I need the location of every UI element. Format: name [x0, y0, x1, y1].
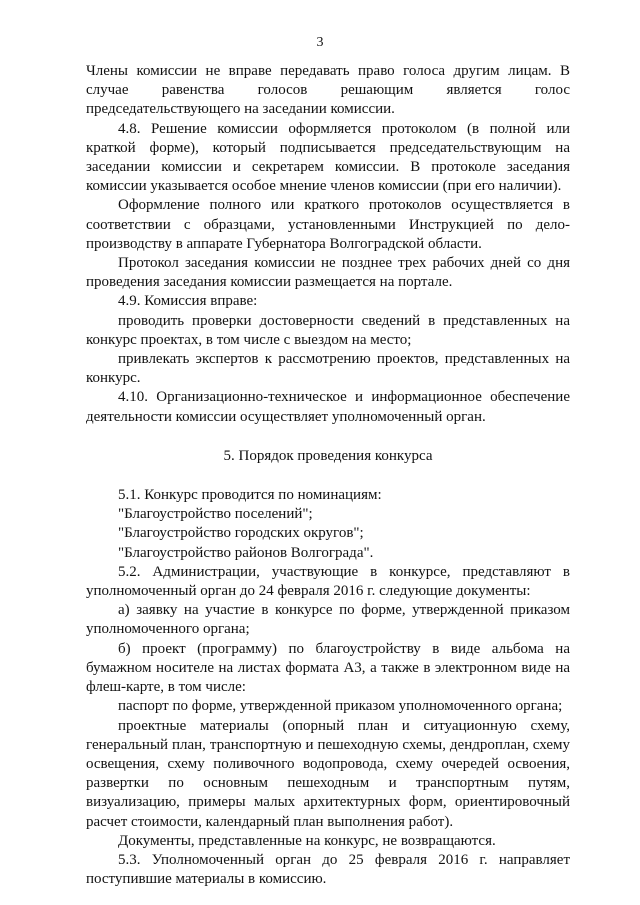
paragraph-right-verify: проводить проверки достоверности сведений в представленных на конкурс проектах, в том числе с выездом на место; [86, 312, 570, 348]
paragraph-protocol-publication: Протокол заседания комиссии не позднее трех рабочих дней со дня проведения заседания комиссии размещается на портале. [86, 255, 570, 291]
paragraph-item-a: а) заявку на участие в конкурсе по форме, утвержденной приказом уполномоченного органа; [86, 602, 570, 638]
paragraph-5-2: 5.2. Администрации, участвующие в конкурсе, представляют в уполномоченный орган до 24 февраля 2016 г. следующие документы: [86, 563, 570, 600]
paragraph-item-b: б) проект (программу) по благоустройству в виде альбома на бумажном носителе на листах формата А3, а также в электронном виде на флеш-карте, в том числе: [86, 640, 570, 696]
document-body [86, 62, 570, 889]
paragraph-5-3: 5.3. Уполномоченный орган до 25 февраля 2016 г. направляет поступившие материалы в комиссию. [86, 851, 570, 888]
nomination-item: "Благоустройство городских округов"; [118, 525, 364, 542]
paragraph-not-returned: Документы, представленные на конкурс, не возвращаются. [118, 832, 496, 849]
paragraph-project-materials: проектные материалы (опорный план и ситуационную схему, генеральный план, транспортную и пешеходную схемы, дендроплан, схему освещения, схему поливочного водопровода, схему очередей освоения, развертки по основным пешеходным и транспортным путям, визуализацию, примеры малых архитектурных форм, ориентировочный расчет стоимости, календарный план выполнения работ). [86, 717, 570, 830]
section-heading: 5. Порядок проведения конкурса [223, 447, 433, 464]
paragraph-protocol-format: Оформление полного или краткого протоколов осуществляется в соответствии с образцами, установленными Инструкцией по дело-производству в аппарате Губернатора Волгоградской области. [86, 197, 570, 252]
paragraph-4-9: 4.9. Комиссия вправе: [118, 293, 258, 310]
paragraph-4-10: 4.10. Организационно-техническое и информационное обеспечение деятельности комиссии осуществляет уполномоченный орган. [86, 389, 570, 425]
paragraph-4-8: 4.8. Решение комиссии оформляется протоколом (в полной или краткой форме), который подписывается председательствующим на заседании комиссии и секретарем комиссии. В протоколе заседания комиссии указывается особое мнение членов комиссии (при его наличии). [86, 120, 570, 195]
paragraph-passport: паспорт по форме, утвержденной приказом уполномоченного органа; [118, 698, 563, 715]
paragraph-5-1: 5.1. Конкурс проводится по номинациям: [118, 487, 382, 504]
nomination-item: "Благоустройство районов Волгограда". [118, 544, 374, 561]
paragraph-voting-rules: Члены комиссии не вправе передавать право голоса другим лицам. В случае равенства голосов решающим является голос председательствующего на заседании комиссии. [86, 63, 570, 118]
paragraph-right-experts: привлекать экспертов к рассмотрению проектов, представленных на конкурс. [86, 351, 570, 387]
nomination-item: "Благоустройство поселений"; [118, 506, 313, 523]
page-number: 3 [316, 35, 324, 50]
